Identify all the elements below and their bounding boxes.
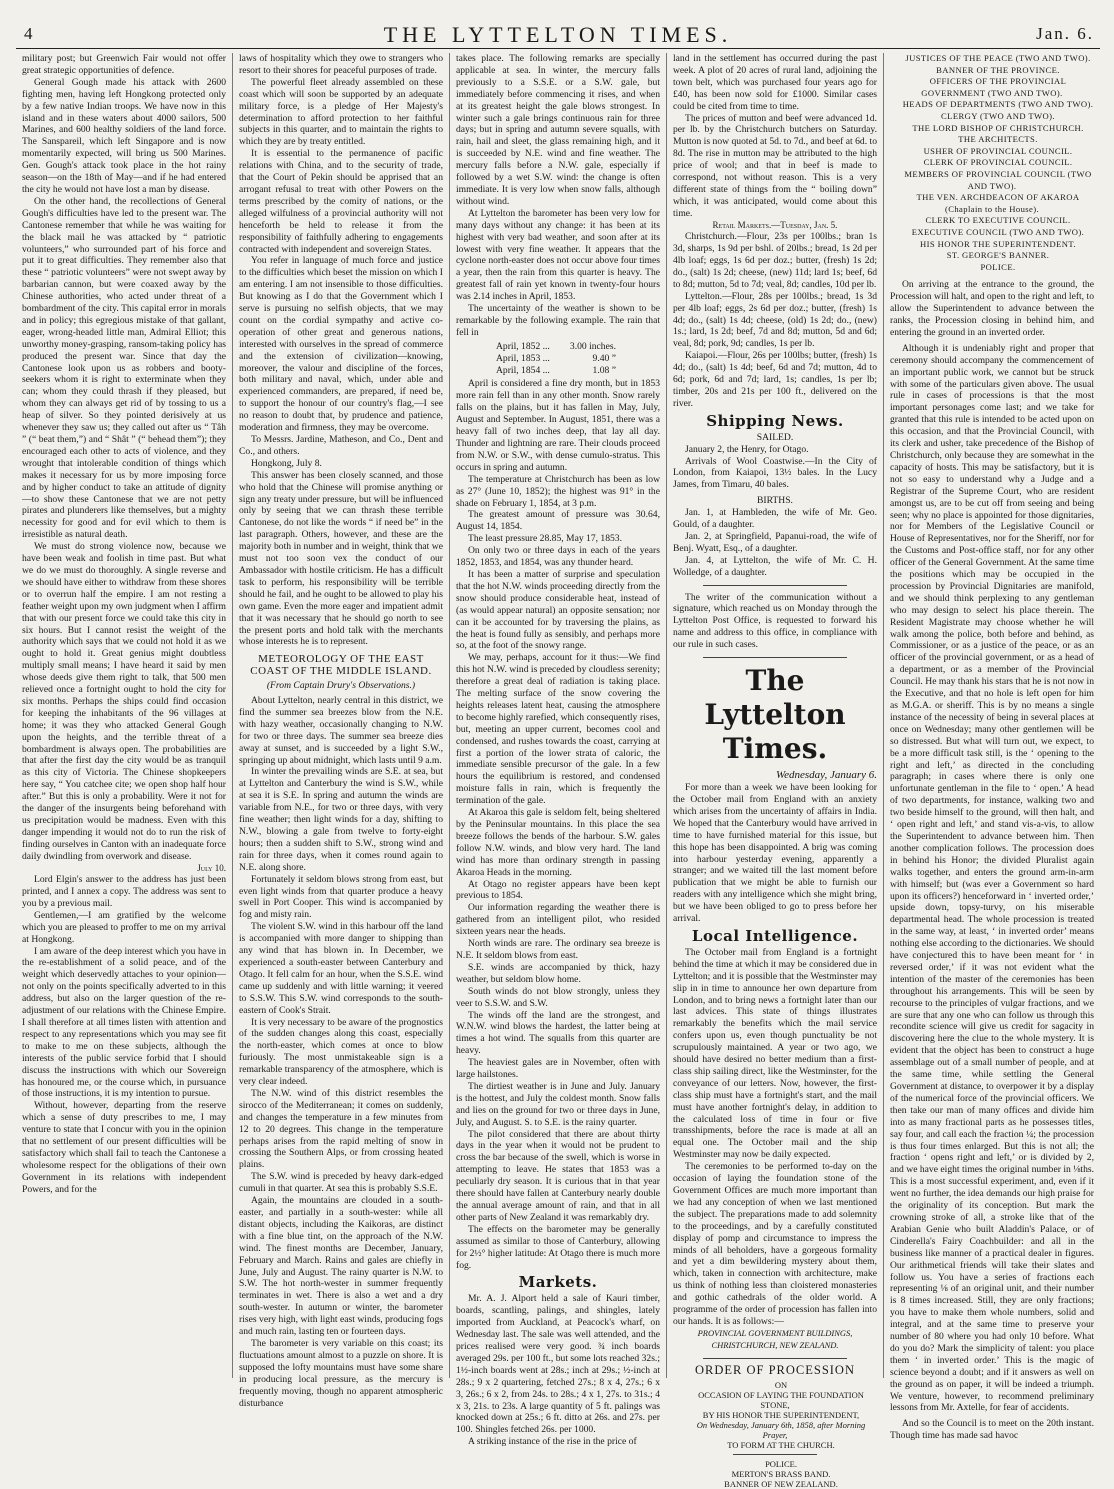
procession-item: CLERK OF PROVINCIAL COUNCIL. xyxy=(923,157,1073,168)
divider xyxy=(703,657,847,658)
paragraph: South winds do not blow strongly, unless they veer to S.S.W. and S.W. xyxy=(456,985,660,1009)
paragraph: The uncertainty of the weather is shown to be remarkable by the following example. The rain that fell in xyxy=(456,303,660,338)
paragraph: Again, the mountains are clouded in a south-easter, and partially in a south-wester: while all distant objects, including the Kaikoras, are distinct with a fine blue tint, on the approach of the N.W. wind. The finest months are December, January, February and March. Rains and gales are chiefly in June, July and August. The rainy quarter is N.W. to S.W. The hot north-wester in summer frequently terminates in wet. There is also a wet and a dry south-wester. In autumn or winter, the barometer rises very high, with light east winds, producing fogs and much rain, lasting ten or fourteen days. xyxy=(239,1195,443,1338)
paragraph: military post; but Greenwich Fair would not offer great strategic opportunities of defence. xyxy=(22,53,226,76)
paragraph: On the other hand, the recollections of General Gough's difficulties have led to the present war. The Cantonese remember that while he was waiting for the black mail he was attacked by “ patriotic volunteers,” who surrounded part of his force and put it to great difficulties. They remember also that these “ patriotic volunteers” were not swept away by barbarian cannon, but were coaxed away by the Chinese authorities, who acted under threat of a bombardment of the city. This capital error in morals and in policy; this egregious mistake of that gallant, eager, wrong-headed little man, Admiral Elliot; this unworthy money-grasping, ransom-taking policy has produced the present war. Since that day the Cantonese look upon us as robbers and booty-seekers whom it is right to exterminate when they can; whom they could thrash if they pleased, but whom they can always get rid of by tossing to us a heap of silver. So they pointed derisively at us whenever they saw us; they called out after us “ Tâh ” (“ beat them,”) and “ Shât ” (“ behead them”); they encouraged each other to acts of violence, and they wrought that intolerable condition of things which makes it necessary for us by more imposing force and by higher conduct to take an attitude of dignity—to show these Cantonese that we are not petty pirates and plunderers like themselves, but a mighty necessity for good and for evil which to them is irresistible as natural death. xyxy=(22,195,226,541)
rainfall-row: April, 1852 ... 3.00 inches. xyxy=(496,340,616,352)
paragraph: Jan. 4, at Lyttelton, the wife of Mr. C. H. Wolledge, of a daughter. xyxy=(673,554,877,578)
procession-item: THE VEN. ARCHDEACON OF AKAROA (Chaplain to the House). xyxy=(916,192,1080,214)
section-heading-local-intelligence: Local Intelligence. xyxy=(691,926,859,945)
procession-item: CLERK TO EXECUTIVE COUNCIL. xyxy=(925,215,1071,226)
masthead xyxy=(16,22,1100,49)
paragraph: It has been a matter of surprise and speculation that the hot N.W. winds proceeding directly from the snow should produce considerable heat, instead of (as would appear natural) an opposite sensation; nor can it be accounted for by traversing the plains, as the heat is found fully as sensibly, and perhaps more so, at the foot of the snowy range. xyxy=(456,568,660,652)
dateline: July 10. xyxy=(197,862,226,873)
paragraph: Our information regarding the weather there is gathered from an intelligent pilot, who resided sixteen years near the heads. xyxy=(456,902,660,938)
column-1 xyxy=(16,53,233,1378)
programme-line: On Wednesday, January 6th, 1858, after Morning Prayer, xyxy=(696,1419,866,1440)
section-heading-meteorology: METEOROLOGY OF THE EAST COAST OF THE MIDDLE ISLAND. xyxy=(250,653,432,678)
procession-item: POLICE. xyxy=(980,261,1016,272)
paragraph: The pilot considered that there are about thirty days in the year when it would not be prudent to cross the bar because of the swell, which is worse in attempting to leave. He states that 1853 was a peculiarly dry season. It is curious that in that year there should have fallen at Canterbury nearly double the annual average amount of rain, and that in all other parts of New Zealand it was remarkably dry. xyxy=(456,1128,660,1223)
section-heading-shipping: Shipping News. xyxy=(706,411,844,430)
paragraph: The prices of mutton and beef were advanced 1d. per lb. by the Christchurch butchers on Saturday. Mutton is now quoted at 5d. to 7d., and beef at 6d. to 8d. The rise in mutton may be attributed to the high price of wool; and that in beef is made to correspond, not without reason. This is a very different state of things from the “ boiling down” which, it was anticipated, would come about this time. xyxy=(673,112,877,219)
letter-paragraph: I am aware of the deep interest which you have in the re-establishment of a solid peace, and of the weight which deservedly attaches to your opinion—not only on the points specifically adverted to in this address, but also on the larger question of the re-adjustment of our relations with the Chinese Empire. I shall therefore at all times listen with attention and respect to any representations which you may see fit to make to me on these subjects, although the interests of the public service forbid that I should discuss the instructions with which our Sovereign has honoured me, or the course which, in pursuance of those instructions, it is my intention to pursue. xyxy=(22,945,226,1100)
procession-item: THE ARCHITECTS. xyxy=(958,134,1038,145)
procession-item: MERTON'S BRASS BAND. xyxy=(731,1468,831,1479)
programme-title: PROVINCIAL GOVERNMENT BUILDINGS, CHRISTCHURCH, NEW ZEALAND. xyxy=(697,1327,853,1350)
paragraph: Arrivals of Wool Coastwise.—In the City of London, from Kaiapoi, 13½ bales. In the Lucy James, from Timaru, 40 bales. xyxy=(673,455,877,491)
paragraph: We may, perhaps, account for it thus:—We find this hot N.W. wind is preceded by cloudless serenity; therefore a great deal of radiation is taking place. The melting surface of the snow covering the heights releases latent heat, causing the atmosphere to become highly rarefied, which consequently rises, but, meeting an upper current, becomes cool and condensed, and rushes towards the coast, carrying at first a portion of the lower strata of caloric, the immediate sensible precursor of the gale. In a few hours the equilibrium is restored, and condensed moisture falls in rain, which is frequently the termination of the gale. xyxy=(456,652,660,807)
paragraph: On only two or three days in each of the years 1852, 1853, and 1854, was any thunder heard. xyxy=(456,545,660,569)
subheading-births: BIRTHS. xyxy=(757,495,793,507)
paragraph: Lyttelton.—Flour, 28s per 100lbs.; bread, 1s 3d per 4lb loaf; eggs, 2s 6d per doz.; butter, (fresh) 1s 4d; do., (salt) 1s 4d; cheese, (old) 1s 2d; do., (new) 1s.; lard, 1s 2d; beef, 7d and 8d; mutton, 5d and 6d; veal, 8d; pork, 9d; candles, 1s per lb. xyxy=(673,290,877,350)
paragraph: Jan. 1, at Hambleden, the wife of Mr. Geo. Gould, of a daughter. xyxy=(673,507,877,531)
procession-item: JUSTICES OF THE PEACE (TWO AND TWO). xyxy=(905,53,1091,63)
paragraph: Christchurch.—Flour, 23s per 100lbs.; bran 1s 3d, sharps, 1s 9d per bshl. of 20lbs.; bread, 1s 2d per 4lb loaf; eggs, 1s 6d per doz.; butter, (fresh) 1s 2d; do., (salt) 1s 2d; cheese, (new) 11d; lard 1s; beef, 6d to 8d; mutton, 5d to 7d; veal, 8d; candles, 10d per lb. xyxy=(673,231,877,290)
paragraph: The effects on the barometer may be generally assumed as similar to those of Canterbury, allowing for 2½° higher latitude: At Otago there is much more fog. xyxy=(456,1223,660,1271)
paragraph: About Lyttelton, nearly central in this district, we find the summer sea breezes blow from the N.E. with hazy weather, occasionally changing to N.W. for two or three days. The summer sea breeze dies away at sunset, and is succeeded by a light S.W., springing up about midnight, which lasts until 9 a.m. xyxy=(239,695,443,766)
paragraph: The writer of the communication without a signature, which reached us on Monday through the Lyttelton Post Office, is requested to forward his name and address to this office, in compliance with our rule in such cases. xyxy=(673,591,877,651)
procession-item: USHER OF PROVINCIAL COUNCIL. xyxy=(923,145,1073,156)
paragraph: This answer has been closely scanned, and those who hold that the Chinese will promise anything or sign any treaty under pressure, but will be influenced only by seeing that we can thrash these terrible Cantonese, do not like the words “ if need be” in the last paragraph. Others, however, and these are the majority both in number and in weight, think that we must not too soon vex the conduct of our Ambassador with hostile criticism. He has a difficult task to perform, his responsibility will be terrible should he fail, and he ought to be allowed to play his own game. Even the more eager and impatient admit that it was necessary that he should go north to see the present ports and hold talk with the merchants whose interests he is to represent. xyxy=(239,469,443,648)
rainfall-row: April, 1854 ... 1.08 ” xyxy=(496,364,616,376)
paragraph: The barometer is very variable on this coast; its fluctuations amount almost to a puzzle on shore. It is supposed the lofty mountains must have some share in producing local pressure, as the mercury is frequently moving, though no apparent atmospheric disturbance xyxy=(239,1337,443,1409)
letter-address: To Messrs. Jardine, Matheson, and Co., Dent and Co., and others. xyxy=(239,434,443,457)
paragraph: At Lyttelton the barometer has been very low for many days without any change: it has been at its highest with very bad weather, and soon after at its lowest with very fine weather. It appears that the cyclone north-easter does not occur above four times a year, then the rain from this quarter is heavy. The greatest fall of rain yet known in twenty-four hours was 2.14 inches in April, 1853. xyxy=(456,207,660,303)
paragraph: Fortunately it seldom blows strong from east, but even light winds from that quarter produce a heavy swell in Port Cooper. This wind is accompanied by fog and misty rain. xyxy=(239,873,443,921)
paragraph: Kaiapoi.—Flour, 26s per 100lbs; butter, (fresh) 1s 4d; do., (salt) 1s 4d; beef, 6d and 7d; mutton, 4d to 6d; pork, 6d and 7d; lard, 1s; candles, 1s per lb; timber, 20s and 21s per 100 ft., delivered on the river. xyxy=(673,350,877,409)
paragraph: At Otago no register appears have been kept previous to 1854. xyxy=(456,878,660,902)
column-4 xyxy=(667,53,884,1489)
paragraph: North winds are rare. The ordinary sea breeze is N.E. It seldom blows from east. xyxy=(456,938,660,961)
subheading-sailed: SAILED. xyxy=(756,431,794,443)
paragraph: A striking instance of the rise in the price of xyxy=(468,1436,637,1448)
procession-item: BANNER OF NEW ZEALAND. xyxy=(724,1478,838,1489)
paragraph: Jan. 2, at Springfield, Papanui-road, the wife of Benj. Wyatt, Esq., of a daughter. xyxy=(673,530,877,554)
section-heading-markets: Markets. xyxy=(518,1273,598,1292)
paragraph: On arriving at the entrance to the ground, the Procession will halt, and open to the right and left, to allow the Superintendent to advance between the ranks, the Procession closing in behind him, and entering the ground in an inverted order. xyxy=(890,279,1094,338)
paragraph: The greatest amount of pressure was 30.64, August 14, 1854. xyxy=(456,509,660,533)
paragraph: The S.W. wind is preceded by heavy dark-edged cumuli in that quarter. At sea this is probably S.S.E. xyxy=(239,1171,443,1195)
paragraph: January 2, the Henry, for Otago. xyxy=(685,443,809,455)
paragraph: April is considered a fine dry month, but in 1853 more rain fell than in any other month. Snow rarely falls on the plains, but it has fallen in May, July, August and September. In August, 1851, there was a heavy fall of two inches deep, that lay all day. Thunder and lightning are rare. Their clouds proceed from N.W. or S.W., with dense cumulo-stratus. This occurs in spring and autumn. xyxy=(456,378,660,473)
paragraph: The winds off the land are the strongest, and W.N.W. wind blows the hardest, the latter being at times a hot wind. The squalls from this quarter are heavy. xyxy=(456,1009,660,1057)
column-3 xyxy=(450,53,667,1448)
paragraph: In winter the prevailing winds are S.E. at sea, but at Lyttelton and Canterbury the wind is S.W., while at sea it is S.E. In spring and autumn the winds are variable from N.E., for two or three days, with very fine weather; then light winds for a day, shifting to N.W., blowing a gale from twelve to forty-eight hours; then a sudden shift to S.W., strong wind and rain for three days, when it comes round again to N.E. along shore. xyxy=(239,766,443,873)
programme-line: ON xyxy=(774,1379,788,1390)
procession-item: MEMBERS OF PROVINCIAL COUNCIL (TWO AND TWO). xyxy=(904,168,1092,191)
page-number: 4 xyxy=(24,24,33,43)
procession-list xyxy=(890,53,1094,273)
paragraph: The dirtiest weather is in June and July. January is the hottest, and July the coldest month. Snow falls and lies on the ground for two or three days in June, July, and August. S. to S.E. is the rainy quarter. xyxy=(456,1080,660,1128)
paragraph: The October mail from England is a fortnight behind the time at which it may be considered due in Lyttelton; and it is possible that the Westminster may slip in in time to announce her own departure from London, and to bring news a fortnight later than our last advices. This state of things illustrates remarkably the benefits which the mail service confers upon us, even though punctuality be not scrupulously maintained. A year or two ago, we should have desired no better medium than a first-class ship sailing direct, like the Westminster, for the conveyance of our letters. Now, however, the first-class ship must have a fortnight's start, and the mail must have another fortnight's delay, in addition to the calculated loss of time in four or five transshipments, before the race is made at all an equal one. The October mail and the ship Westminster may now be daily expected. xyxy=(673,946,877,1161)
divider xyxy=(703,585,847,586)
programme-line: TO FORM AT THE CHURCH. xyxy=(727,1439,835,1450)
column-2 xyxy=(233,53,450,1409)
column-5 xyxy=(884,53,1100,1442)
paragraph: General Gough made his attack with 2600 fighting men, having left Hongkong protected only by a few native Indian troops. We have now in this island and in these waters about 4000 sailors, 500 Marines, and 600 healthy soldiers of the land force. The Sanspareil, which left Singapore and is now momentarily expected, will bring us 500 Marines. Gen. Gough's attack took place in the hot rainy season—on the 18th of May—and if he had entered the city he would not have lost a man by disease. xyxy=(22,76,226,195)
leader-title: The Lyttelton Times. xyxy=(704,664,846,766)
letter-place: Hongkong, July 8. xyxy=(251,457,322,469)
letter-paragraph: Without, however, departing from the reserve which a sense of duty prescribes to me, I may venture to state that I concur with you in the opinion that no settlement of our present difficulties will be satisfactory which shall fail to teach the Cantonese a wholesome respect for the obligations of their own Government in its relations with independent Powers, and for the xyxy=(22,1100,226,1195)
divider xyxy=(703,1358,847,1359)
programme-line: OCCASION OF LAYING THE FOUNDATION STONE, xyxy=(698,1389,864,1410)
paragraph: The least pressure 28.85, May 17, 1853. xyxy=(468,533,623,545)
paragraph: We must do strong violence now, because we have been weak and foolish in time past. But what we do we must do thoroughly. A single reverse and we should have either to withdraw from these shores or to overrun half the empire. I am not resting a feather weight upon my own judgment when I affirm that with our present force we could take this city in six hours. But I cannot resist the weight of the authority which says that we could not hold it as we ought to hold it. Great genius might doubtless multiply small means; I have heard it said by men whose deeds give them right to talk, that 500 men relieved once a fortnight ought to hold the city for six months. Perhaps the ships could find occasion for keeping the inhabitants of the 96 villages at home; it was they who attacked General Gough upon the heights, and the terrible threat of a bombardment is always open. The probabilities are that after the first day the city would be as tranquil as this city of Victoria. The Chinese shopkeepers here say, “ You catchee cite; we open shop half hour after.” But this is only a probability. Were it not for the danger of the insurgents being beforehand with us precipitation would be madness. Even with this danger impending it would not do to run the risk of finding ourselves in Canton with an inadequate force daily dwindling from overwork and disease. xyxy=(22,541,226,862)
rainfall-row: April, 1853 ... 9.40 ” xyxy=(496,352,616,364)
procession-item: POLICE. xyxy=(765,1458,797,1469)
procession-item: ST. GEORGE'S BANNER. xyxy=(946,250,1050,261)
paragraph: The N.W. wind of this district resembles the sirocco of the Mediterranean; it comes on suddenly, and changes the temperature in a few minutes from 12 to 20 degrees. This change in the temperature perhaps arises from the rapid melting of snow in crossing the Southern Alps, or from crossing heated plains. xyxy=(239,1087,443,1171)
letter-paragraph: You refer in language of much force and justice to the difficulties which beset the mission on which I am entering. I am not insensible to those difficulties. But knowing as I do that the Government which I serve is pursuing no selfish objects, that we may count on the cordial sympathy and active co-operation of other great and generous nations, interested with ourselves in the spread of commerce and the extension of civilization—knowing, moreover, the valour and discipline of the forces, both military and naval, which, under able and experienced commanders, are prepared, if need be, to support the honour of our country's flag,—I see no reason to doubt that, by prudence and patience, moderation and firmness, they may be overcome. xyxy=(239,255,443,434)
paragraph: Although it is undeniably right and proper that ceremony should accompany the commencement of an important public work, we cannot but be struck with some of the particulars given above. The usual rule in cases of processions is that the most important personages come last; and we take for granted that this rule is intended to be acted upon on this occasion, and that the Provincial Council, with its clerk and usher, take precedence of the Bishop of Christchurch, only because they are somewhat in the capacity of hosts. This may be satisfactory, but it is not so easy to understand why a Judge and a Registrar of the Supreme Court, who are resident amongst us, are to be cut off from seeing and being seen; why no place is appointed for those dignitaries, nor for Members of the Legislative Council or House of Representatives, nor for the Sheriff, nor for the Customs and Post-office staff, nor for any other officer of the General Government. At the same time the positions which may be occupied in the procession by Provincial Dignitaries are manifold, and we should think perplexing to any gentleman who may design to select his place therein. The Resident Magistrate may choose whether he will walk among the police, both before and behind, as Commissioner, or as a justice of the peace, or as an officer of the provincial government, or as a head of a department, or as a member of the Provincial Council. He may thank his stars that he is not now in the Executive, and that no hole is left open for him as M.G.A. or sheriff. This is by no means a single instance of the necessity of being in several places at once on Wednesday; many other gentlemen will be so distressed. But what will turn out, we expect, to be a more difficult task still, is the ‘ opening to the right and left,’ as directed in the concluding paragraph; in cases where there is only one unfortunate gentleman in the file to ‘ open.’ A head of two departments, for instance, walking two and two beside himself to the ground, will then halt, and ‘ open right and left,’ and stand vis-a-vis, to allow the Superintendent to advance between him. Then another complication follows. The procession does in behind his Honor; the divided Pluralist again walks together, and enters the ground arm-in-arm with himself; but (was ever a Government so hard upon its officers?) henceforward in ‘ inverted order,’ upside down, topsy-turvy, on his miserable departmental head. The whole procession is treated in the same way, at least, ‘ in inverted order’ means nothing else according to the dictionaries. We should have conjectured this to have been meant for ‘ in reversed order,’ if it was not evident what the intention of the master of the ceremonies has been throughout his arrangements. This will be seen by recourse to the principles of vulgar fractions, and we are sure that any one who can follow us through this recondite science will give us credit for sagacity in discovering here the clue to the whole mystery. It is evident that the object has been to construct a huge assemblage out of a small number of people, and at the same time, while settling the General Government at distance, to overpower it by a display of the numerical force of the provincial officers. We then take our man of many offices and divide him into as many fractional parts as he possesses titles, say four, and call each the fraction ¼; the procession is thus four times enlarged. But this is not all; the fraction ‘ opens right and left,’ or is divided by 2, and we have eight times the original number in ⅛ths. This is a most successful experiment, and, even if it went no further, the idea demands our high praise for the originality of its conception. But mark the crowning stroke of all, a stroke like that of the Arabian Genie who built Aladdin's Palace, or of Cinderella's Fairy Coachbuilder: and all in the business like manner of a practical dealer in figures. Our arithmetical friends will take their slates and follow us. You have a series of fractions each representing ⅛ of an original unit, and their number is 8 times increased. Still, they are only fractions; you have to make them whole numbers, solid and integral, and at the same time to preserve your number of 80 where you had only 10 before. What do you do? Mark the simplicity of talent: you place them ‘ in inverted order.’ This is the magic of science beyond a doubt; and if it answers as well on the ground as on paper, it will be indeed a triumph. We venture, however, to recommend preliminary lessons from Mr. Axtelle, for fear of accidents. xyxy=(890,342,1094,1414)
leader-date: Wednesday, January 6. xyxy=(775,769,877,782)
letter-paragraph: laws of hospitality which they owe to strangers who resort to their shores for peaceful purposes of trade. xyxy=(239,53,443,76)
issue-date: Jan. 6. xyxy=(1036,24,1094,43)
leader-paragraph: For more than a week we have been looking for the October mail from England with an anxiety which arises from the uncertainty of affairs in India. We hoped that the Canterbury would have arrived in time to have furnished material for this issue, but this hope has been disappointed. A brig was coming into harbour yesterday evening, apparently a stranger; and we waited till the last moment before publication that we might be able to furnish our readers with any intelligence which she might bring, but we have been obliged to go to press before her arrival. xyxy=(673,782,877,925)
letter-paragraph: Gentlemen,—I am gratified by the welcome which you are pleased to proffer to me on my arrival at Hongkong. xyxy=(22,909,226,945)
columns xyxy=(16,53,1100,1489)
paragraph: Mr. A. J. Alport held a sale of Kauri timber, boards, scantling, palings, and shingles, lately imported from Auckland, at Peacock's wharf, on Wednesday last. The sale was well attended, and the prices realised were very good. ¾ inch boards averaged 29s. per 100 ft., but some lots reached 32s.; 1½-inch boards went at 28s.; inch at 29s.; ½-inch at 28s.; 9 x 2 quartering, fetched 27s.; 8 x 4, 27s.; 6 x 3, 26s.; 6 x 2, from 24s. to 28s.; 4 x 1, 27s. to 31s.; 4 x 3, 21s. to 23s. A large quantity of 5 ft. palings was knocked down at 25s.; 6 ft. ditto at 26s. and 27s. per 100. Shingles fetched 26s. per 1000. xyxy=(456,1293,660,1436)
procession-item: OFFICERS OF THE PROVINCIAL GOVERNMENT (TWO AND TWO). xyxy=(921,76,1067,98)
paragraph: The violent S.W. wind in this harbour off the land is accompanied with more danger to shipping than any wind that has blown in. In December, we experienced a south-easter between Canterbury and Otago. It fell calm for an hour, when the S.S.E. wind came up suddenly and with little warning; it veered to S.S.W. This S.W. wind corresponds to the south-eastern of Cook's Strait. xyxy=(239,921,443,1016)
paragraph: land in the settlement has occurred during the past week. A plot of 20 acres of rural land, adjoining the town belt, which was purchased four years ago for £40, has been now sold for £1000. Similar cases could be cited from time to time. xyxy=(673,53,877,112)
procession-item: HIS HONOR THE SUPERINTENDENT. xyxy=(920,238,1076,249)
programme-line: BY HIS HONOR THE SUPERINTENDENT, xyxy=(702,1409,860,1420)
paragraph: S.E. winds are accompanied by thick, hazy weather, but seldom blow home. xyxy=(456,961,660,985)
procession-item: THE LORD BISHOP OF CHRISTCHURCH. xyxy=(912,122,1084,133)
paragraph: It is very necessary to be aware of the prognostics of the sudden changes along this coast, especially the north-easter, which comes at once to blow furiously. The most unmistakeable sign is a remarkable transparency of the atmosphere, which is very clear indeed. xyxy=(239,1016,443,1088)
procession-item: EXECUTIVE COUNCIL (TWO AND TWO). xyxy=(911,226,1085,237)
letter-paragraph: It is essential to the permanence of pacific relations with China, and to the security of trade, that the Court of Pekin should be apprised that an arrogant refusal to treat with other Powers on the terms prescribed by the comity of nations, or the alleged wilfulness of a provincial authority will not henceforth be held to release it from the responsibility of faithfully adhering to engagements contracted with independent and sovereign States. xyxy=(239,148,443,255)
paragraph: And so the Council is to meet on the 20th instant. Though time has made sad havoc xyxy=(890,1418,1094,1442)
divider xyxy=(733,1454,817,1455)
section-subheading: (From Captain Drury's Observations.) xyxy=(266,680,416,692)
retail-markets-heading: Retail Markets.—Tuesday, Jan. 5. xyxy=(712,219,838,230)
letter-paragraph: The powerful fleet already assembled on these coast which will soon be supported by an adequate military force, is a pledge of Her Majesty's determination to afford protection to her faithful subjects in this quarter, and to maintain the rights to which they are by treaty entitled. xyxy=(239,76,443,148)
procession-item: BANNER OF THE PROVINCE. xyxy=(936,64,1060,75)
procession-item: CLERGY (TWO AND TWO). xyxy=(941,110,1055,121)
paragraph: takes place. The following remarks are specially applicable at sea. In winter, the mercury falls previously to a S.S.E. or a S.W. gale, but immediately before commencing it rises, and when at its greatest height the gale blows strongest. In winter such a gale brings continuous rain for three days; but in spring and autumn severe squalls, with rain, hail and sleet, the glass remaining high, and it is succeeded by N.E. wind and fine weather. The mercury falls before a N.W. gale, especially if followed by a wet S.W. wind: the change is often immediate. It is very low when snow falls, although without wind. xyxy=(456,53,660,207)
order-of-procession-heading: ORDER OF PROCESSION xyxy=(694,1362,855,1377)
paragraph: The temperature at Christchurch has been as low as 27° (June 10, 1852); the highest was 91° in the shade on February 1, 1854, at 3 p.m. xyxy=(456,473,660,509)
rainfall-table xyxy=(496,341,660,377)
paragraph: The ceremonies to be performed to-day on the occasion of laying the foundation stone of the Government Offices are much more important than we had any conception of when we last mentioned the subject. The preparations made to add solemnity to the proceedings, and by a carefully constituted display of pomp and circumstance to impress the minds of all beholders, have a gorgeous formality and yet a dim bewildering mystery about them, which, taken in connection with architecture, make us think of nothing less than cloistered monasteries and gothic cathedrals of the older world. A programme of the order of procession has fallen into our hands. It is as follows:— xyxy=(673,1161,877,1327)
paragraph: Lord Elgin's answer to the address has just been printed, and I annex a copy. The address was sent to you by a previous mail. xyxy=(22,874,226,909)
paragraph: The heaviest gales are in November, often with large hailstones. xyxy=(456,1057,660,1081)
paragraph: At Akaroa this gale is seldom felt, being sheltered by the Peninsular mountains. In this place the sea breeze follows the bends of the harbour. S.W. gales follow N.W. winds, and blow very hard. The land wind has more than ordinary strength in passing Akaroa Heads in the morning. xyxy=(456,807,660,878)
procession-item: HEADS OF DEPARTMENTS (TWO AND TWO). xyxy=(902,99,1094,110)
newspaper-title: THE LYTTELTON TIMES. xyxy=(383,22,733,47)
